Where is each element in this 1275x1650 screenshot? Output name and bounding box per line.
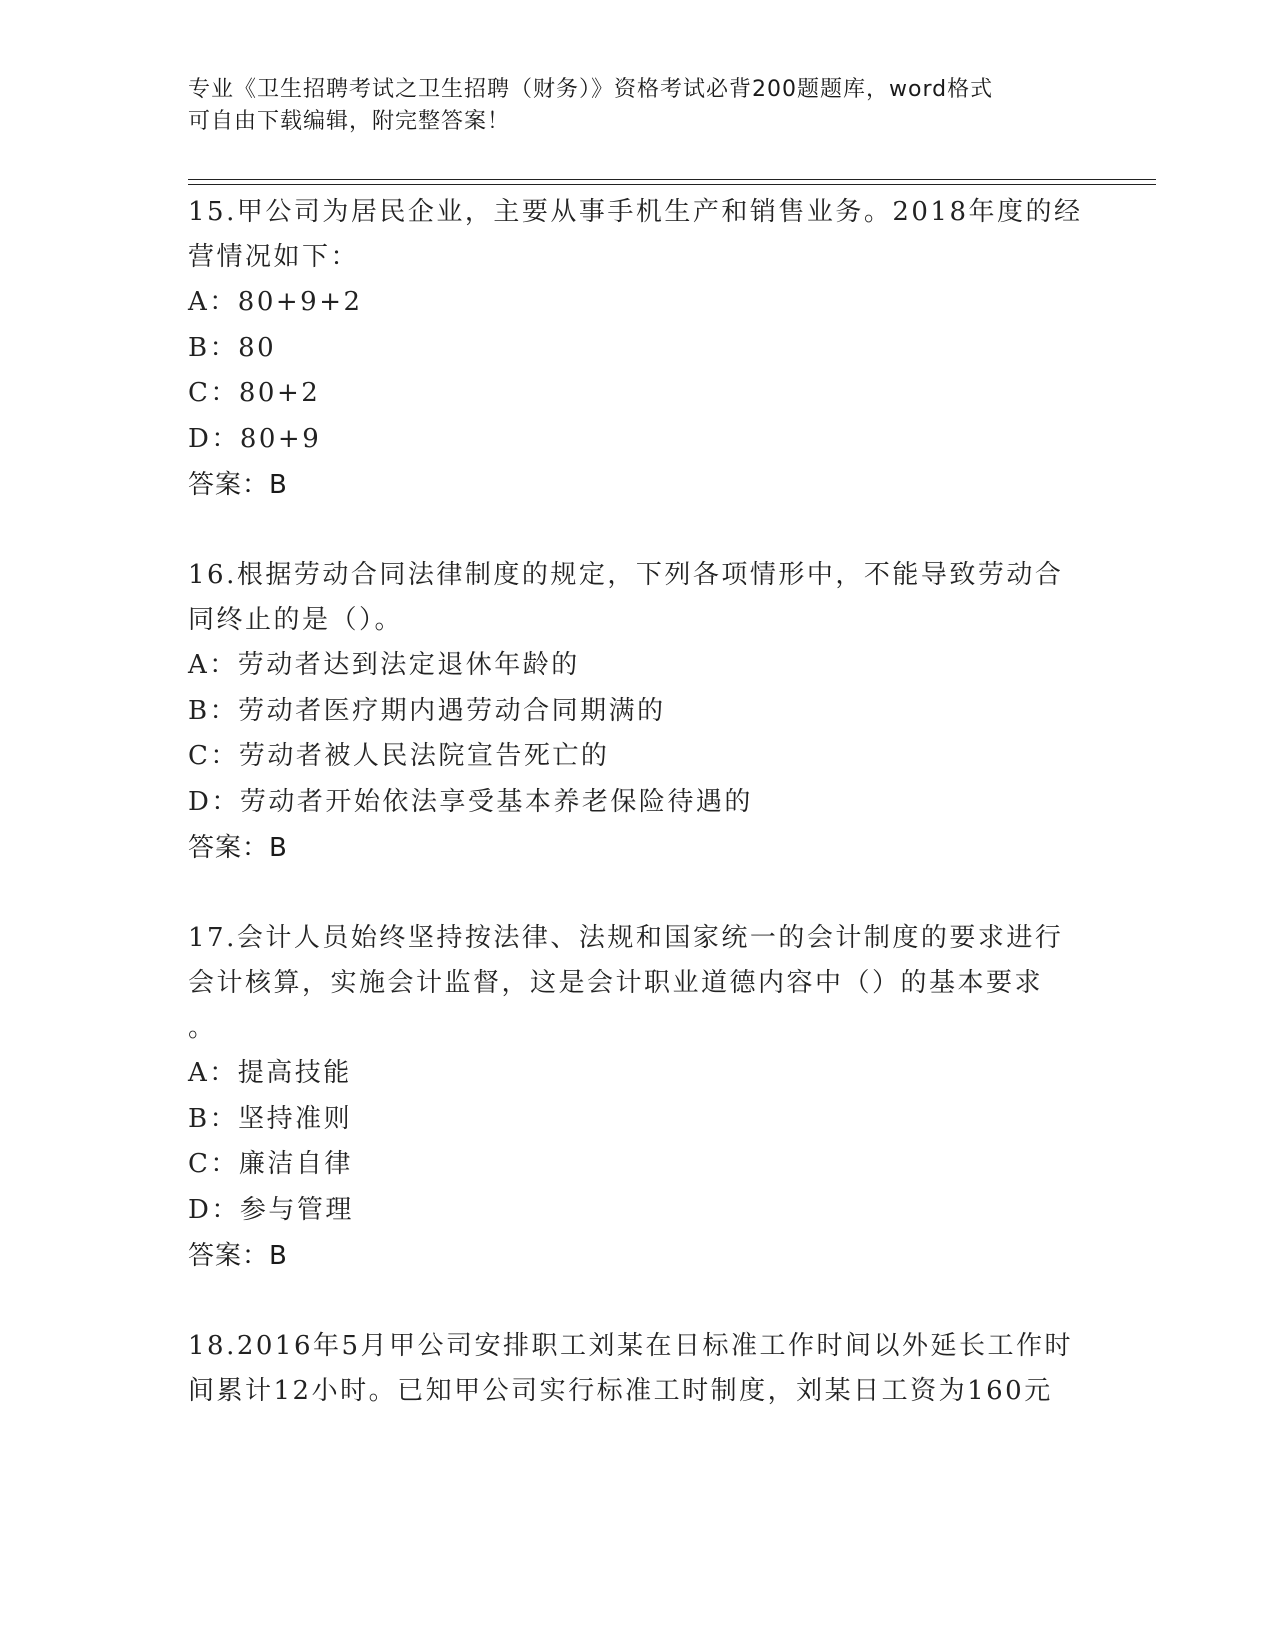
question-stem-line: 间累计12小时。已知甲公司实行标准工时制度，刘某日工资为160元: [188, 1376, 1053, 1406]
document-header: [188, 74, 1088, 138]
option-b: B：坚持准则: [188, 1103, 353, 1134]
header-line-1: 专业《卫生招聘考试之卫生招聘（财务）》资格考试必背200题题库，word格式: [188, 77, 994, 102]
question-gap: [188, 1279, 1088, 1324]
answer-line: 答案：B: [188, 1241, 288, 1271]
answer-line: 答案：B: [188, 470, 288, 500]
question-15: [188, 190, 1088, 508]
question-stem-line: 。: [188, 1013, 217, 1043]
header-rule-top: [188, 179, 1156, 180]
option-d: D：劳动者开始依法享受基本养老保险待遇的: [188, 786, 753, 817]
option-b: B：80: [188, 332, 277, 363]
option-a: A：80+9+2: [188, 287, 363, 317]
header-rule-bottom: [188, 184, 1156, 185]
option-d: D：80+9: [188, 423, 322, 454]
option-d: D：参与管理: [188, 1194, 354, 1225]
option-c: C：80+2: [188, 378, 321, 408]
option-a: A：劳动者达到法定退休年龄的: [188, 650, 580, 680]
question-stem-line: 18.2016年5月甲公司安排职工刘某在日标准工作时间以外延长工作时: [188, 1331, 1074, 1361]
question-stem-line: 15.甲公司为居民企业，主要从事手机生产和销售业务。2018年度的经: [188, 197, 1083, 227]
question-stem-line: 17.会计人员始终坚持按法律、法规和国家统一的会计制度的要求进行: [188, 923, 1064, 953]
answer-line: 答案：B: [188, 833, 288, 863]
header-line-2: 可自由下载编辑，附完整答案！: [188, 109, 511, 134]
question-gap: [188, 508, 1088, 553]
option-a: A：提高技能: [188, 1058, 352, 1088]
question-16: [188, 553, 1088, 871]
question-stem-line: 16.根据劳动合同法律制度的规定，下列各项情形中，不能导致劳动合: [188, 560, 1064, 590]
option-c: C：廉洁自律: [188, 1149, 353, 1179]
question-18: [188, 1324, 1088, 1414]
question-stem-line: 同终止的是（）。: [188, 605, 404, 635]
question-stem-line: 营情况如下：: [188, 242, 360, 272]
question-17: [188, 916, 1088, 1279]
question-stem-line: 会计核算，实施会计监督，这是会计职业道德内容中（）的基本要求: [188, 968, 1044, 998]
option-c: C：劳动者被人民法院宣告死亡的: [188, 741, 610, 771]
option-b: B：劳动者医疗期内遇劳动合同期满的: [188, 695, 666, 726]
question-list: [188, 190, 1088, 1414]
question-gap: [188, 871, 1088, 916]
